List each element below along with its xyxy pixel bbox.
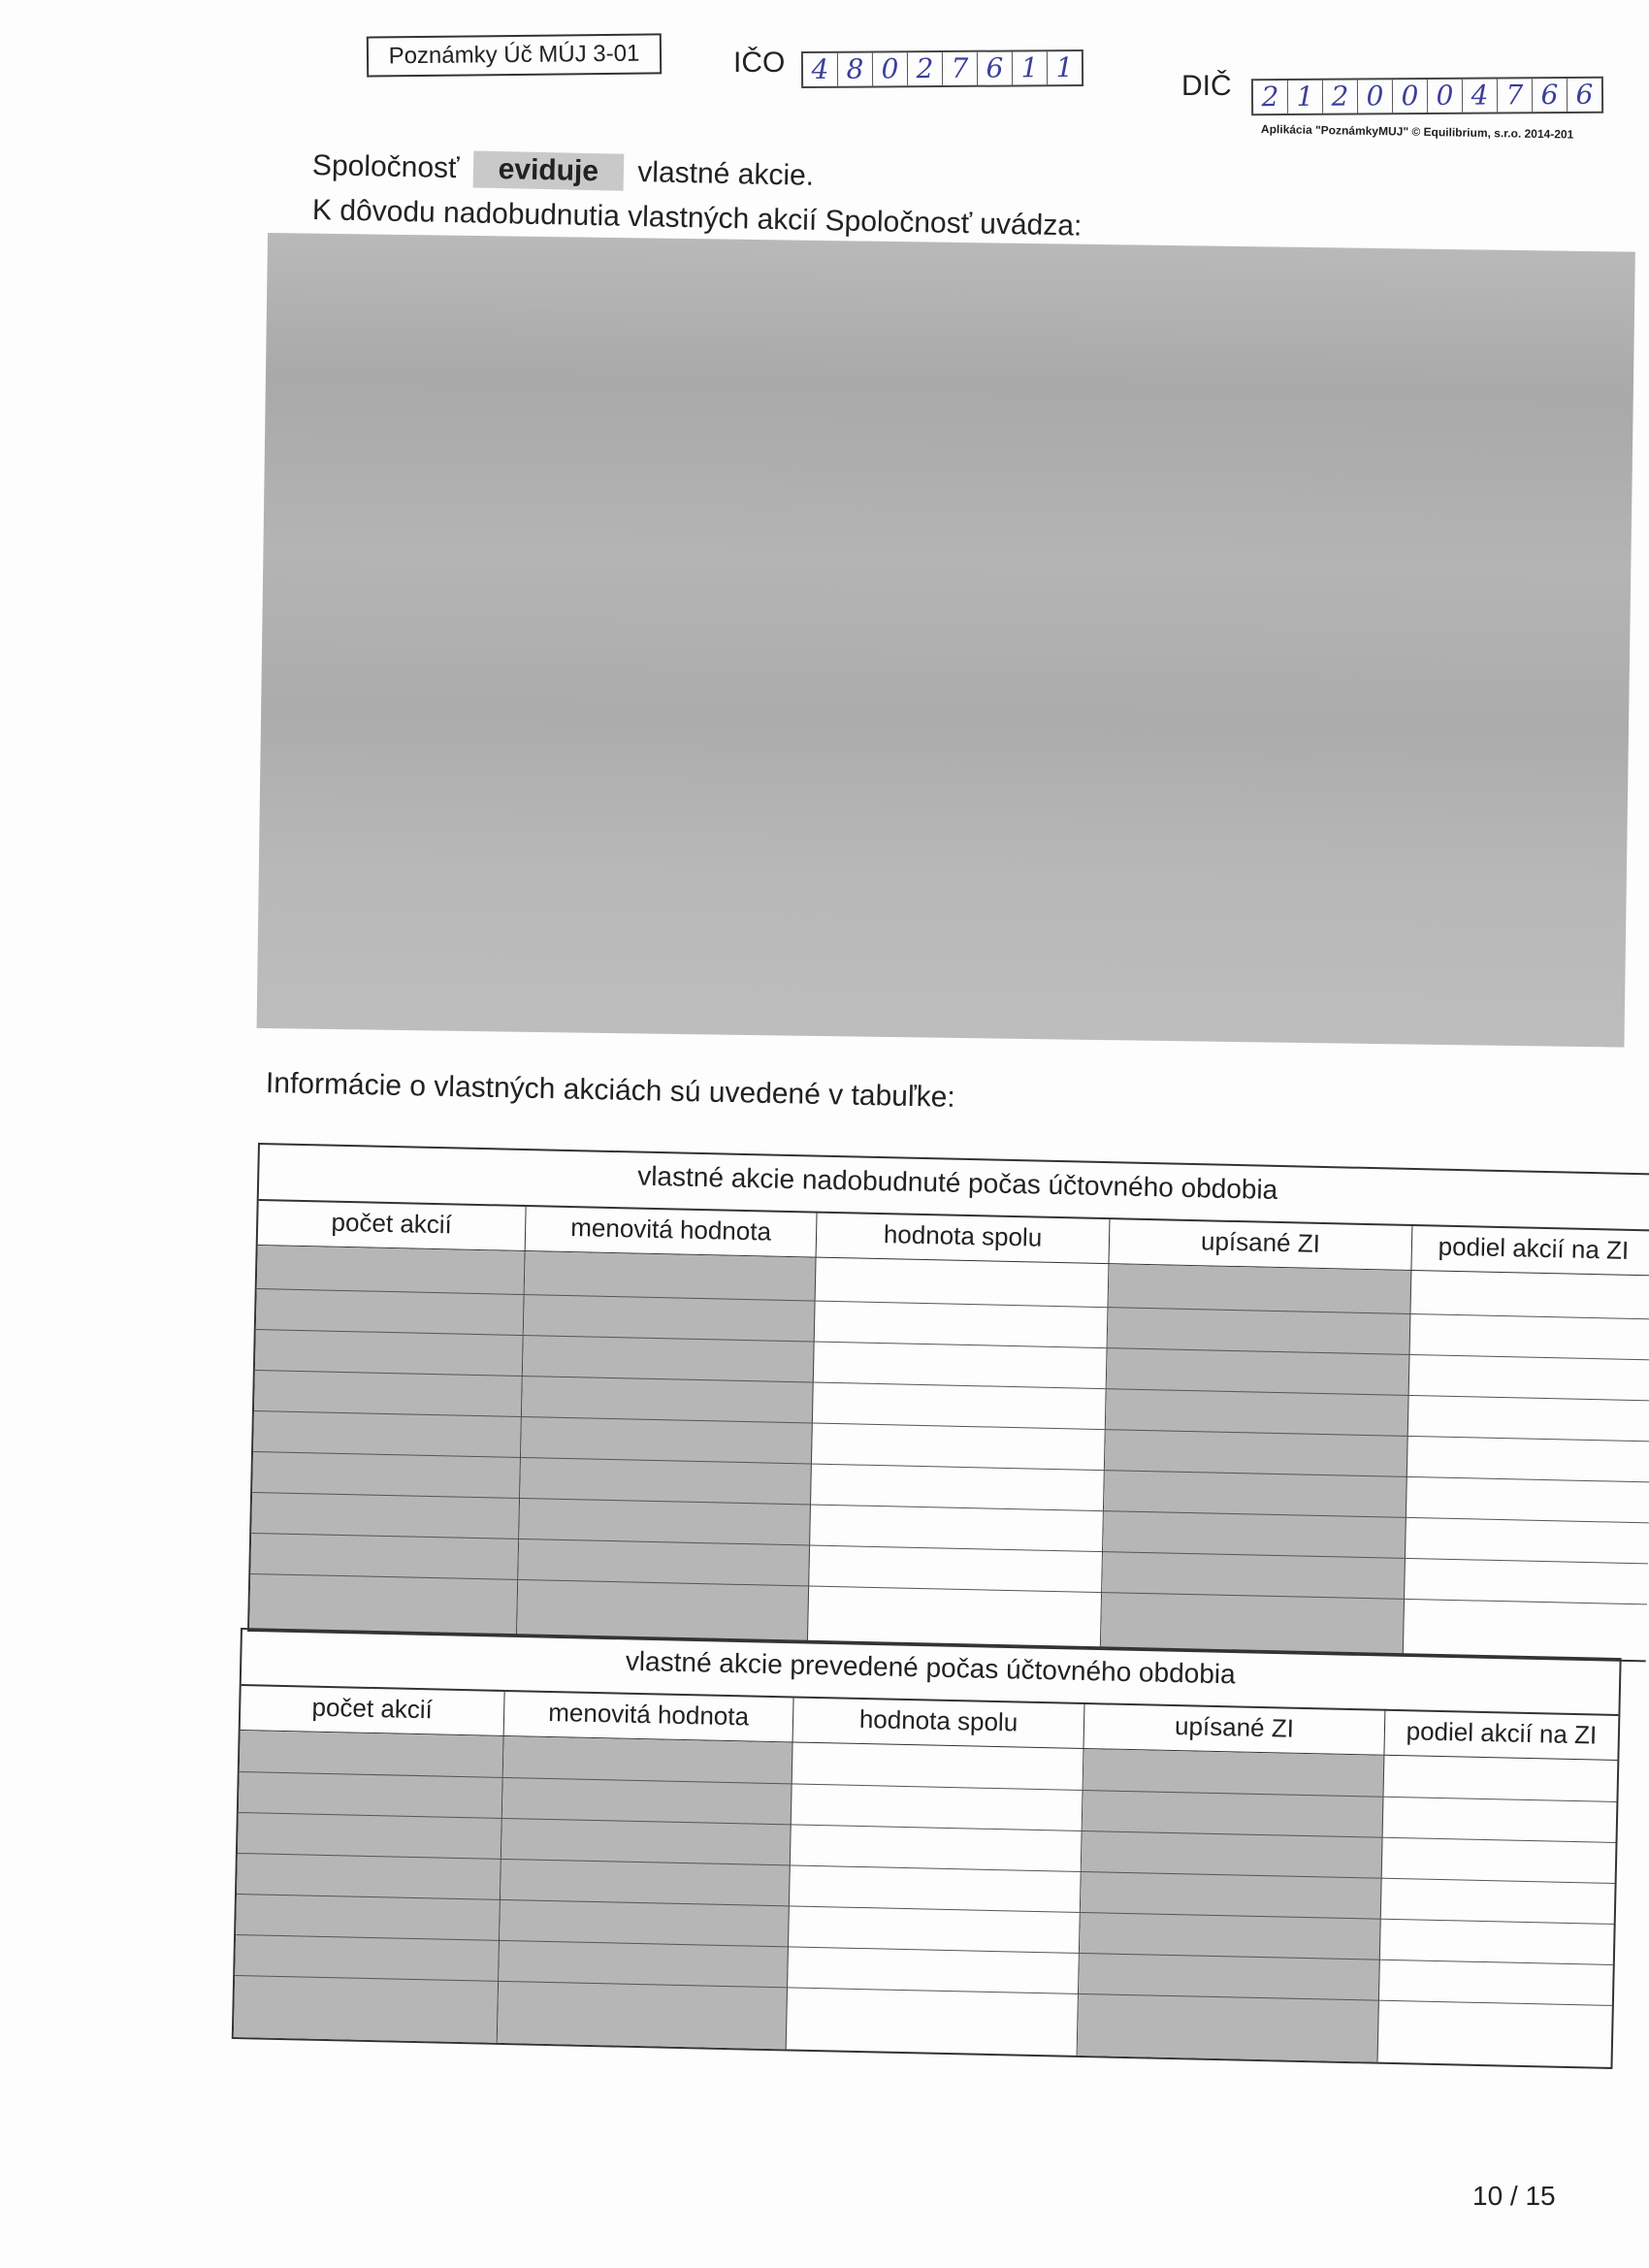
col-header: menovitá hodnota [526,1205,818,1258]
sentence-suffix: vlastné akcie. [637,156,815,192]
form-code-box: Poznámky Úč MÚJ 3-01 [367,33,662,77]
ico-digit: 4 [803,53,838,86]
ico-digit: 0 [873,52,908,85]
ico-digit: 8 [838,52,873,85]
dic-digit: 0 [1428,80,1463,113]
dic-digit: 6 [1575,78,1594,111]
empty-column [1378,1756,1618,2067]
table-acquired [247,1143,1649,1662]
ico-digit: 1 [1013,51,1048,84]
redacted-reason-area [257,233,1635,1048]
col-header: podiel akcií na ZI [1411,1224,1649,1276]
ico-digit: 1 [1055,51,1074,84]
redacted-column [234,1731,504,2043]
table-acquired-title: vlastné akcie nadobudnuté počas účtovného obdobia [636,1160,1278,1205]
col-header: počet akcií [241,1684,505,1736]
col-header: počet akcií [258,1199,527,1251]
sentence-prefix: Spoločnosť [311,149,460,185]
col-header: hodnota spolu [793,1696,1085,1749]
col-header: menovitá hodnota [504,1690,794,1742]
dic-digit: 2 [1253,81,1288,113]
col-header: hodnota spolu [817,1212,1111,1265]
ico-label: IČO [733,47,786,79]
dic-boxes [1251,77,1603,116]
dic-digit: 1 [1288,81,1323,113]
dic-digit: 2 [1323,80,1358,113]
app-credit: Aplikácia "PoznámkyMUJ" © Equilibrium, s.r.o. 2014-201 [1260,122,1574,142]
table-transferred [232,1628,1622,2069]
col-header: podiel akcií na ZI [1384,1709,1618,1761]
ico-digit: 6 [978,51,1013,84]
dic-digit: 0 [1358,80,1393,113]
page-number: 10 / 15 [1472,2181,1556,2211]
dic-label: DIČ [1181,70,1232,102]
evidence-value: eviduje [472,150,624,190]
dic-digit: 6 [1533,79,1568,112]
ico-boxes [801,49,1083,88]
dic-digit: 4 [1463,79,1498,112]
sentence-evidence [312,147,815,195]
dic-digit: 7 [1498,79,1533,112]
ico-digit: 7 [943,52,978,85]
reason-intro: K dôvodu nadobudnutia vlastných akcií Spoločnosť uvádza: [311,194,1083,243]
col-header: upísané ZI [1109,1217,1412,1271]
table-transferred-title: vlastné akcie prevedené počas účtovného obdobia [625,1645,1236,1690]
ico-digit: 2 [908,52,943,85]
dic-digit: 0 [1393,80,1428,113]
table-intro: Informácie o vlastných akciách sú uvedené v tabuľke: [265,1067,956,1114]
col-header: upísané ZI [1083,1702,1385,1756]
